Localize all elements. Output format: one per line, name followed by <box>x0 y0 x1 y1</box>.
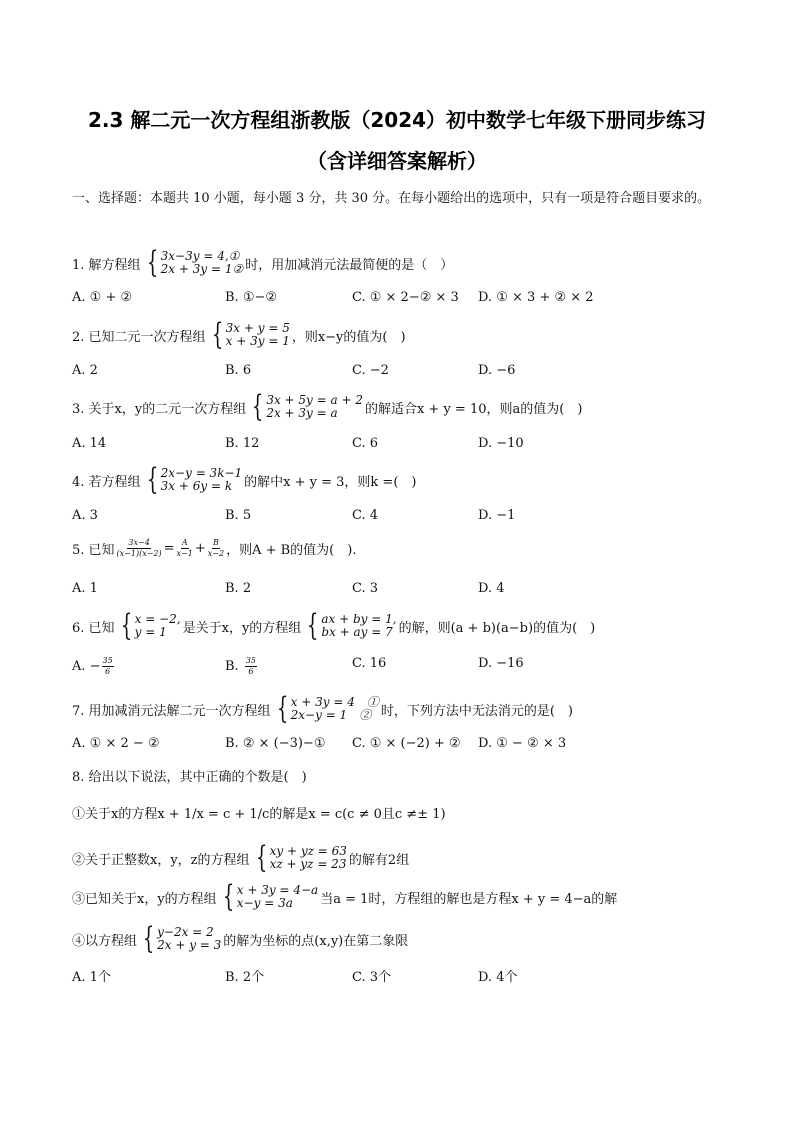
fraction: $\frac{B}{x-2}$ <box>207 538 225 558</box>
statement-1: ①关于x的方程x + 1/x = c + 1/c的解是x = c(c ≠ 0且c ≠± 1) <box>72 807 446 822</box>
question-4-tail: 的解中x + y = 3，则k =( ) <box>244 474 417 490</box>
page-title: 2.3 解二元一次方程组浙教版（2024）初中数学七年级下册同步练习 <box>87 108 707 132</box>
question-3-stem: 3. 关于x，y的二元一次方程组 <box>72 401 247 417</box>
question-5 <box>72 538 732 559</box>
solution-system: { x = −2, y = 1 <box>120 608 181 643</box>
question-2-stem: 2. 已知二元一次方程组 <box>72 329 206 345</box>
plus-sign: + <box>194 541 206 556</box>
statement-3: ③已知关于x，y的方程组 { x + 3y = 4−a x−y = 3a 当a = 1时，方程组的解也是方程x + y = 4−a的解 <box>72 879 618 914</box>
question-7-tail: 时，下列方法中无法消元的是( ) <box>380 703 573 719</box>
question-8-stem: 8. 给出以下说法，其中正确的个数是( ) <box>72 770 307 785</box>
option-b: B. ①−② <box>225 290 278 305</box>
question-1-options <box>72 290 732 312</box>
option-d: D. −6 <box>478 363 516 378</box>
option-a: A. 2 <box>72 363 98 378</box>
option-d: D. ① × 3 + ② × 2 <box>478 290 594 305</box>
question-3 <box>72 389 732 424</box>
fraction: $\frac{A}{x-1}$ <box>176 538 193 558</box>
option-d: D. −10 <box>478 436 524 451</box>
option-a: A. 1 <box>72 581 98 596</box>
option-d: D. −16 <box>478 656 524 671</box>
option-b: B. 2个 <box>225 970 265 985</box>
question-6-middle: 是关于x，y的方程组 <box>182 620 302 636</box>
question-6-tail: 的解，则(a + b)(a−b)的值为( ) <box>398 620 596 636</box>
option-c: C. ① × 2−② × 3 <box>352 290 459 305</box>
option-a: A. − $\frac{35}{6}$ <box>72 656 113 676</box>
question-4-options <box>72 508 732 530</box>
question-7-stem: 7. 用加减消元法解二元一次方程组 <box>72 703 271 719</box>
question-6 <box>72 608 732 643</box>
question-3-options <box>72 436 732 458</box>
option-c: C. −2 <box>352 363 389 378</box>
option-c: C. 3 <box>352 581 379 596</box>
question-6-stem: 6. 已知 <box>72 620 115 636</box>
question-8-options <box>72 966 732 988</box>
option-b: B. 12 <box>225 436 260 451</box>
question-4 <box>72 462 732 497</box>
equation-system: { 2x−y = 3k−1 3x + 6y = k <box>146 462 243 497</box>
question-1-stem: 1. 解方程组 <box>72 257 141 273</box>
statement-4: ④以方程组 { y−2x = 2 2x + y = 3 的解为坐标的点(x,y)在第二象限 <box>72 921 409 956</box>
equation-system: { x + 3y = 4 ① 2x−y = 1 ② <box>276 691 379 726</box>
option-c: C. 4 <box>352 508 379 523</box>
option-c: C. ① × (−2) + ② <box>352 736 461 751</box>
question-8 <box>72 766 732 785</box>
option-b: B. 6 <box>225 363 252 378</box>
question-5-tail: ，则A + B的值为( ). <box>226 543 357 558</box>
question-2-tail: ，则x−y的值为( ) <box>291 329 406 345</box>
option-a: A. 3 <box>72 508 98 523</box>
equation-system: { 3x + y = 5 x + 3y = 1 <box>211 317 290 352</box>
option-a: A. ① + ② <box>72 290 133 305</box>
question-6-options <box>72 656 732 678</box>
option-c: C. 6 <box>352 436 379 451</box>
page-subtitle: （含详细答案解析） <box>307 149 487 173</box>
question-4-stem: 4. 若方程组 <box>72 474 141 490</box>
equation-system: { 3x + 5y = a + 2 2x + 3y = a <box>252 389 363 424</box>
equation-system: { ax + by = 1, bx + ay = 7 <box>307 608 397 643</box>
option-b: B. 2 <box>225 581 252 596</box>
fraction: $\frac{3x-4}{(x-1)(x-2)}$ <box>116 538 162 558</box>
statement-2: ②关于正整数x，y，z的方程组 { xy + yz = 63 xz + yz = 23 的解有2组 <box>72 840 410 875</box>
equation-system: { xy + yz = 63 xz + yz = 23 <box>255 840 347 875</box>
option-d: D. 4个 <box>478 970 518 985</box>
equation-system: { 3x−3y = 4,① 2x + 3y = 1② <box>146 245 244 280</box>
option-d: D. ① − ② × 3 <box>478 736 567 751</box>
option-a: A. 14 <box>72 436 107 451</box>
option-a: A. ① × 2 − ② <box>72 736 160 751</box>
option-c: C. 3个 <box>352 970 392 985</box>
question-5-stem: 5. 已知 <box>72 543 115 558</box>
question-2-options <box>72 363 732 385</box>
section-instructions: 一、选择题：本题共 10 小题，每小题 3 分，共 30 分。在每小题给出的选项中，只有一项是符合题目要求的。 <box>72 191 711 206</box>
question-7 <box>72 691 732 726</box>
equation-system: { x + 3y = 4−a x−y = 3a <box>222 879 319 914</box>
equation-system: { y−2x = 2 2x + y = 3 <box>142 921 222 956</box>
option-b: B. ② × (−3)−① <box>225 736 326 751</box>
option-c: C. 16 <box>352 656 387 671</box>
option-b: B. $\frac{35}{6}$ <box>225 656 257 676</box>
question-5-options <box>72 581 732 603</box>
question-1 <box>72 245 732 280</box>
option-a: A. 1个 <box>72 970 111 985</box>
option-d: D. −1 <box>478 508 516 523</box>
option-b: B. 5 <box>225 508 252 523</box>
option-d: D. 4 <box>478 581 505 596</box>
question-1-tail: 时，用加减消元法最简便的是（ ） <box>245 257 454 273</box>
equals-sign: = <box>163 541 175 556</box>
question-7-options <box>72 736 732 758</box>
question-3-tail: 的解适合x + y = 10，则a的值为( ) <box>364 401 583 417</box>
question-2 <box>72 317 732 352</box>
